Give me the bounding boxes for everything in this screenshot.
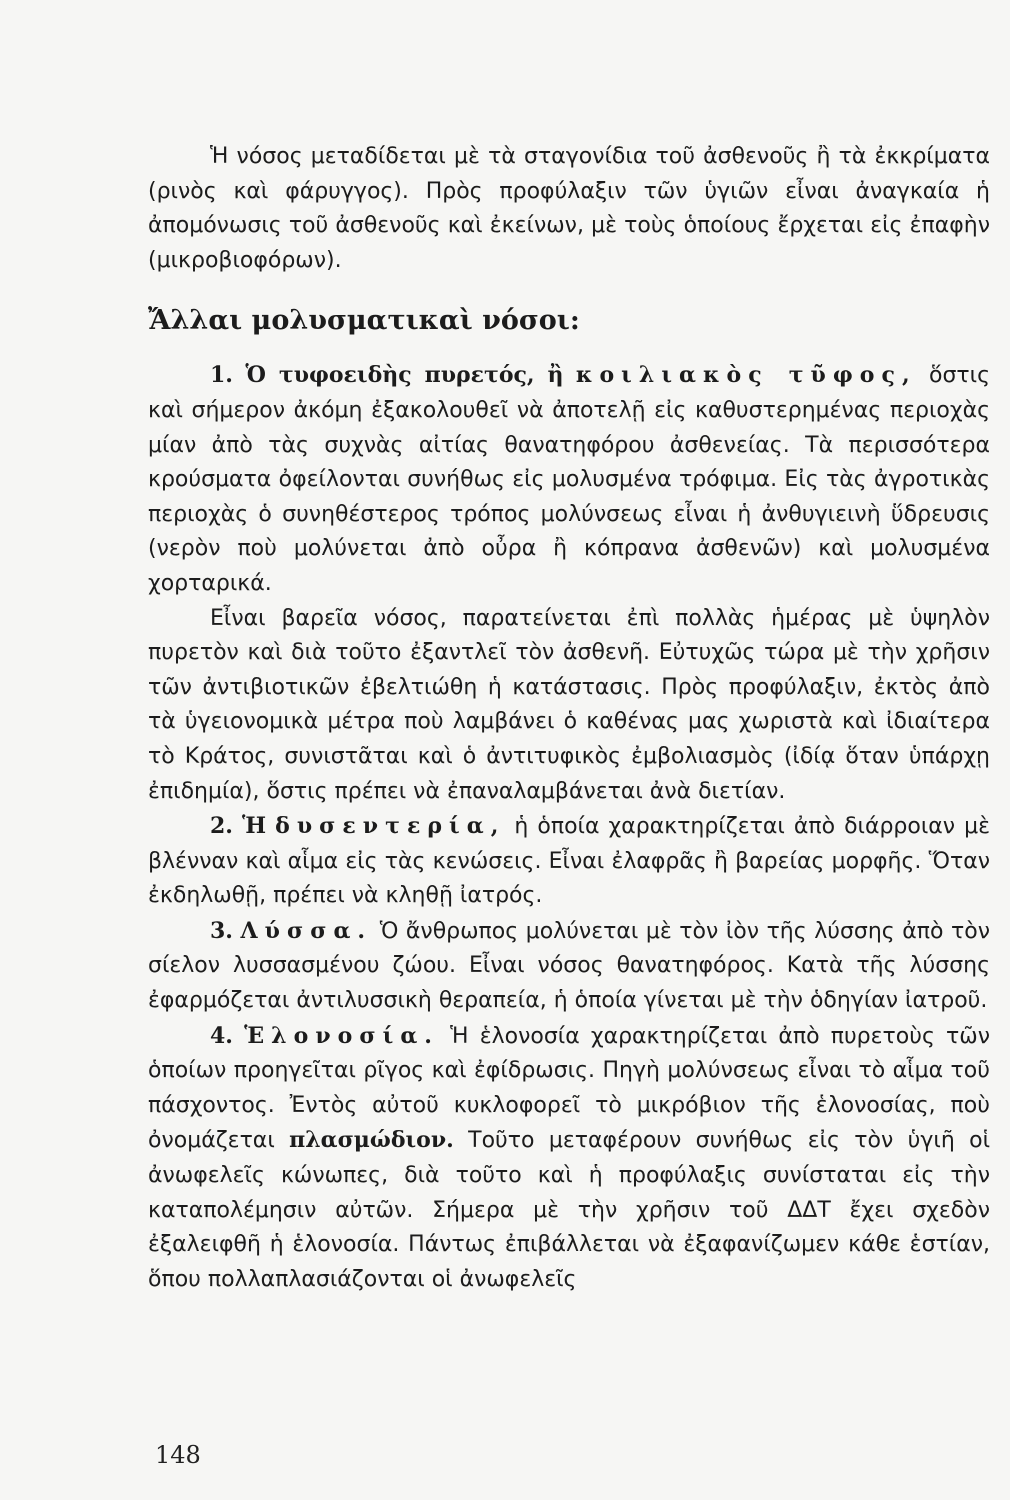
rabies-title: Λύσσα. (240, 917, 373, 944)
typhoid-paragraph-2 (148, 602, 990, 810)
intro-text: Ἡ νόσος μεταδίδεται μὲ τὰ σταγονίδια τοῦ ἀσθενοῦς ἢ τὰ ἐκκρίματα (ρινὸς καὶ φάρυγγος). Πρὸς προφύλαξιν τῶν ὑγιῶν εἶναι ἀναγκαία ἡ ἀπομόνωσις τοῦ ἀσθενοῦς καὶ ἐκείνων, μὲ τοὺς ὁποίους ἔρχεται εἰς ἐπαφὴν (μικροβιοφόρων). (148, 144, 990, 273)
dysentery-text: ἡ ὁποία χαρακτηρίζεται ἀπὸ διάρροιαν μὲ βλένναν καὶ αἷμα εἰς τὰς κενώσεις. Εἶναι ἐλαφρᾶς ἢ βαρείας μορφῆς. Ὅταν ἐκδηλωθῇ, πρέπει νὰ κληθῇ ἰατρός. (148, 814, 991, 909)
malaria-text-a: Ἡ ἑλονοσία χαρακτηρίζεται ἀπὸ πυρετοὺς τῶν ὁποίων προηγεῖται ρῖγος καὶ ἐφίδρωσις. Πηγὴ μολύνσεως εἶναι τὸ αἷμα τοῦ πάσχοντος. Ἐντὸς αὐτοῦ κυκλοφορεῖ τὸ μικρόβιον τῆς ἑλονοσίας, ποὺ ὀνομάζεται (148, 1023, 990, 1154)
typhoid-number: 1. (210, 362, 233, 389)
malaria-text-b: Τοῦτο μεταφέρουν συνήθως εἰς τὸν ὑγιῆ οἱ ἀνωφελεῖς κώνωπες, διὰ τοῦτο καὶ ἡ προφύλαξις συνίσταται εἰς τὴν καταπολέμησιν αὐτῶν. Σήμερα μὲ τὴν χρῆσιν τοῦ ΔΔΤ ἔχει σχεδὸν ἐξαλειφθῆ ἡ ἑλονοσία. Πάντως ἐπιβάλλεται νὰ ἐξαφανίζωμεν κάθε ἑστίαν, ὅπου πολλαπλασιάζονται οἱ ἀνωφελεῖς (148, 1128, 991, 1292)
page-number: 148 (155, 1441, 201, 1469)
dysentery-paragraph (148, 809, 990, 914)
intro-paragraph (148, 140, 990, 278)
section-heading: Ἄλλαι μολυσματικαὶ νόσοι: (148, 305, 580, 337)
dysentery-number: 2. (210, 813, 233, 840)
typhoid-title: κοιλιακὸς τῦφος, (575, 362, 917, 389)
malaria-number: 4. (210, 1022, 233, 1049)
rabies-text: Ὁ ἄνθρωπος μολύνεται μὲ τὸν ἰὸν τῆς λύσσης ἀπὸ τὸν σίελον λυσσασμένου ζώου. Εἶναι νόσος θανατηφόρος. Κατὰ τῆς λύσσης ἐφαρμόζεται ἀντιλυσσικὴ θεραπεία, ἡ ὁποία γίνεται μὲ τὴν ὁδηγίαν ἰατροῦ. (148, 918, 991, 1014)
rabies-number: 3. (210, 917, 233, 944)
typhoid-text-2: Εἶναι βαρεῖα νόσος, παρατείνεται ἐπὶ πολλὰς ἡμέρας μὲ ὑψηλὸν πυρετὸν καὶ διὰ τοῦτο ἐξαντλεῖ τὸν ἀσθενῆ. Εὐτυχῶς τώρα μὲ τὴν χρῆσιν τῶν ἀντιβιοτικῶν ἐβελτιώθη ἡ κατάστασις. Πρὸς προφύλαξιν, ἐκτὸς ἀπὸ τὰ ὑγειονομικὰ μέτρα ποὺ λαμβάνει ὁ καθένας μας χωριστὰ καὶ ἰδιαίτερα τὸ Κράτος, συνιστᾶται καὶ ὁ ἀντιτυφικὸς ἐμβολιασμὸς (ἰδίᾳ ὅταν ὑπάρχῃ ἐπιδημία), ὅστις πρέπει νὰ ἐπαναλαμβάνεται ἀνὰ διετίαν. (148, 605, 990, 804)
malaria-bold-term: πλασμώδιον. (289, 1127, 454, 1154)
dysentery-title: δυσεντερία, (275, 813, 506, 840)
dysentery-title-prefix: Ἡ (242, 813, 267, 840)
malaria-title: Ἑλονοσία. (244, 1022, 439, 1049)
malaria-paragraph (148, 1019, 990, 1298)
typhoid-title-prefix: Ὁ τυφοειδὴς πυρετός, ἢ (245, 362, 564, 389)
page-content (148, 140, 990, 1297)
typhoid-paragraph (148, 358, 990, 601)
typhoid-text: ὅστις καὶ σήμερον ἀκόμη ἐξακολουθεῖ νὰ ἀποτελῇ εἰς καθυστερημένας περιοχὰς μίαν ἀπὸ τὰς συχνὰς αἰτίας θανατηφόρου ἀσθενείας. Τὰ περισσότερα κρούσματα ὀφείλονται συνήθως εἰς μολυσμένα τρόφιμα. Εἰς τὰς ἀγροτικὰς περιοχὰς ὁ συνηθέστερος τρόπος μολύνσεως εἶναι ἡ ἀνθυγιεινὴ ὕδρευσις (νερὸν ποὺ μολύνεται ἀπὸ οὖρα ἢ κόπρανα ἀσθενῶν) καὶ μολυσμένα χορταρικά. (148, 363, 991, 596)
rabies-paragraph (148, 914, 990, 1019)
